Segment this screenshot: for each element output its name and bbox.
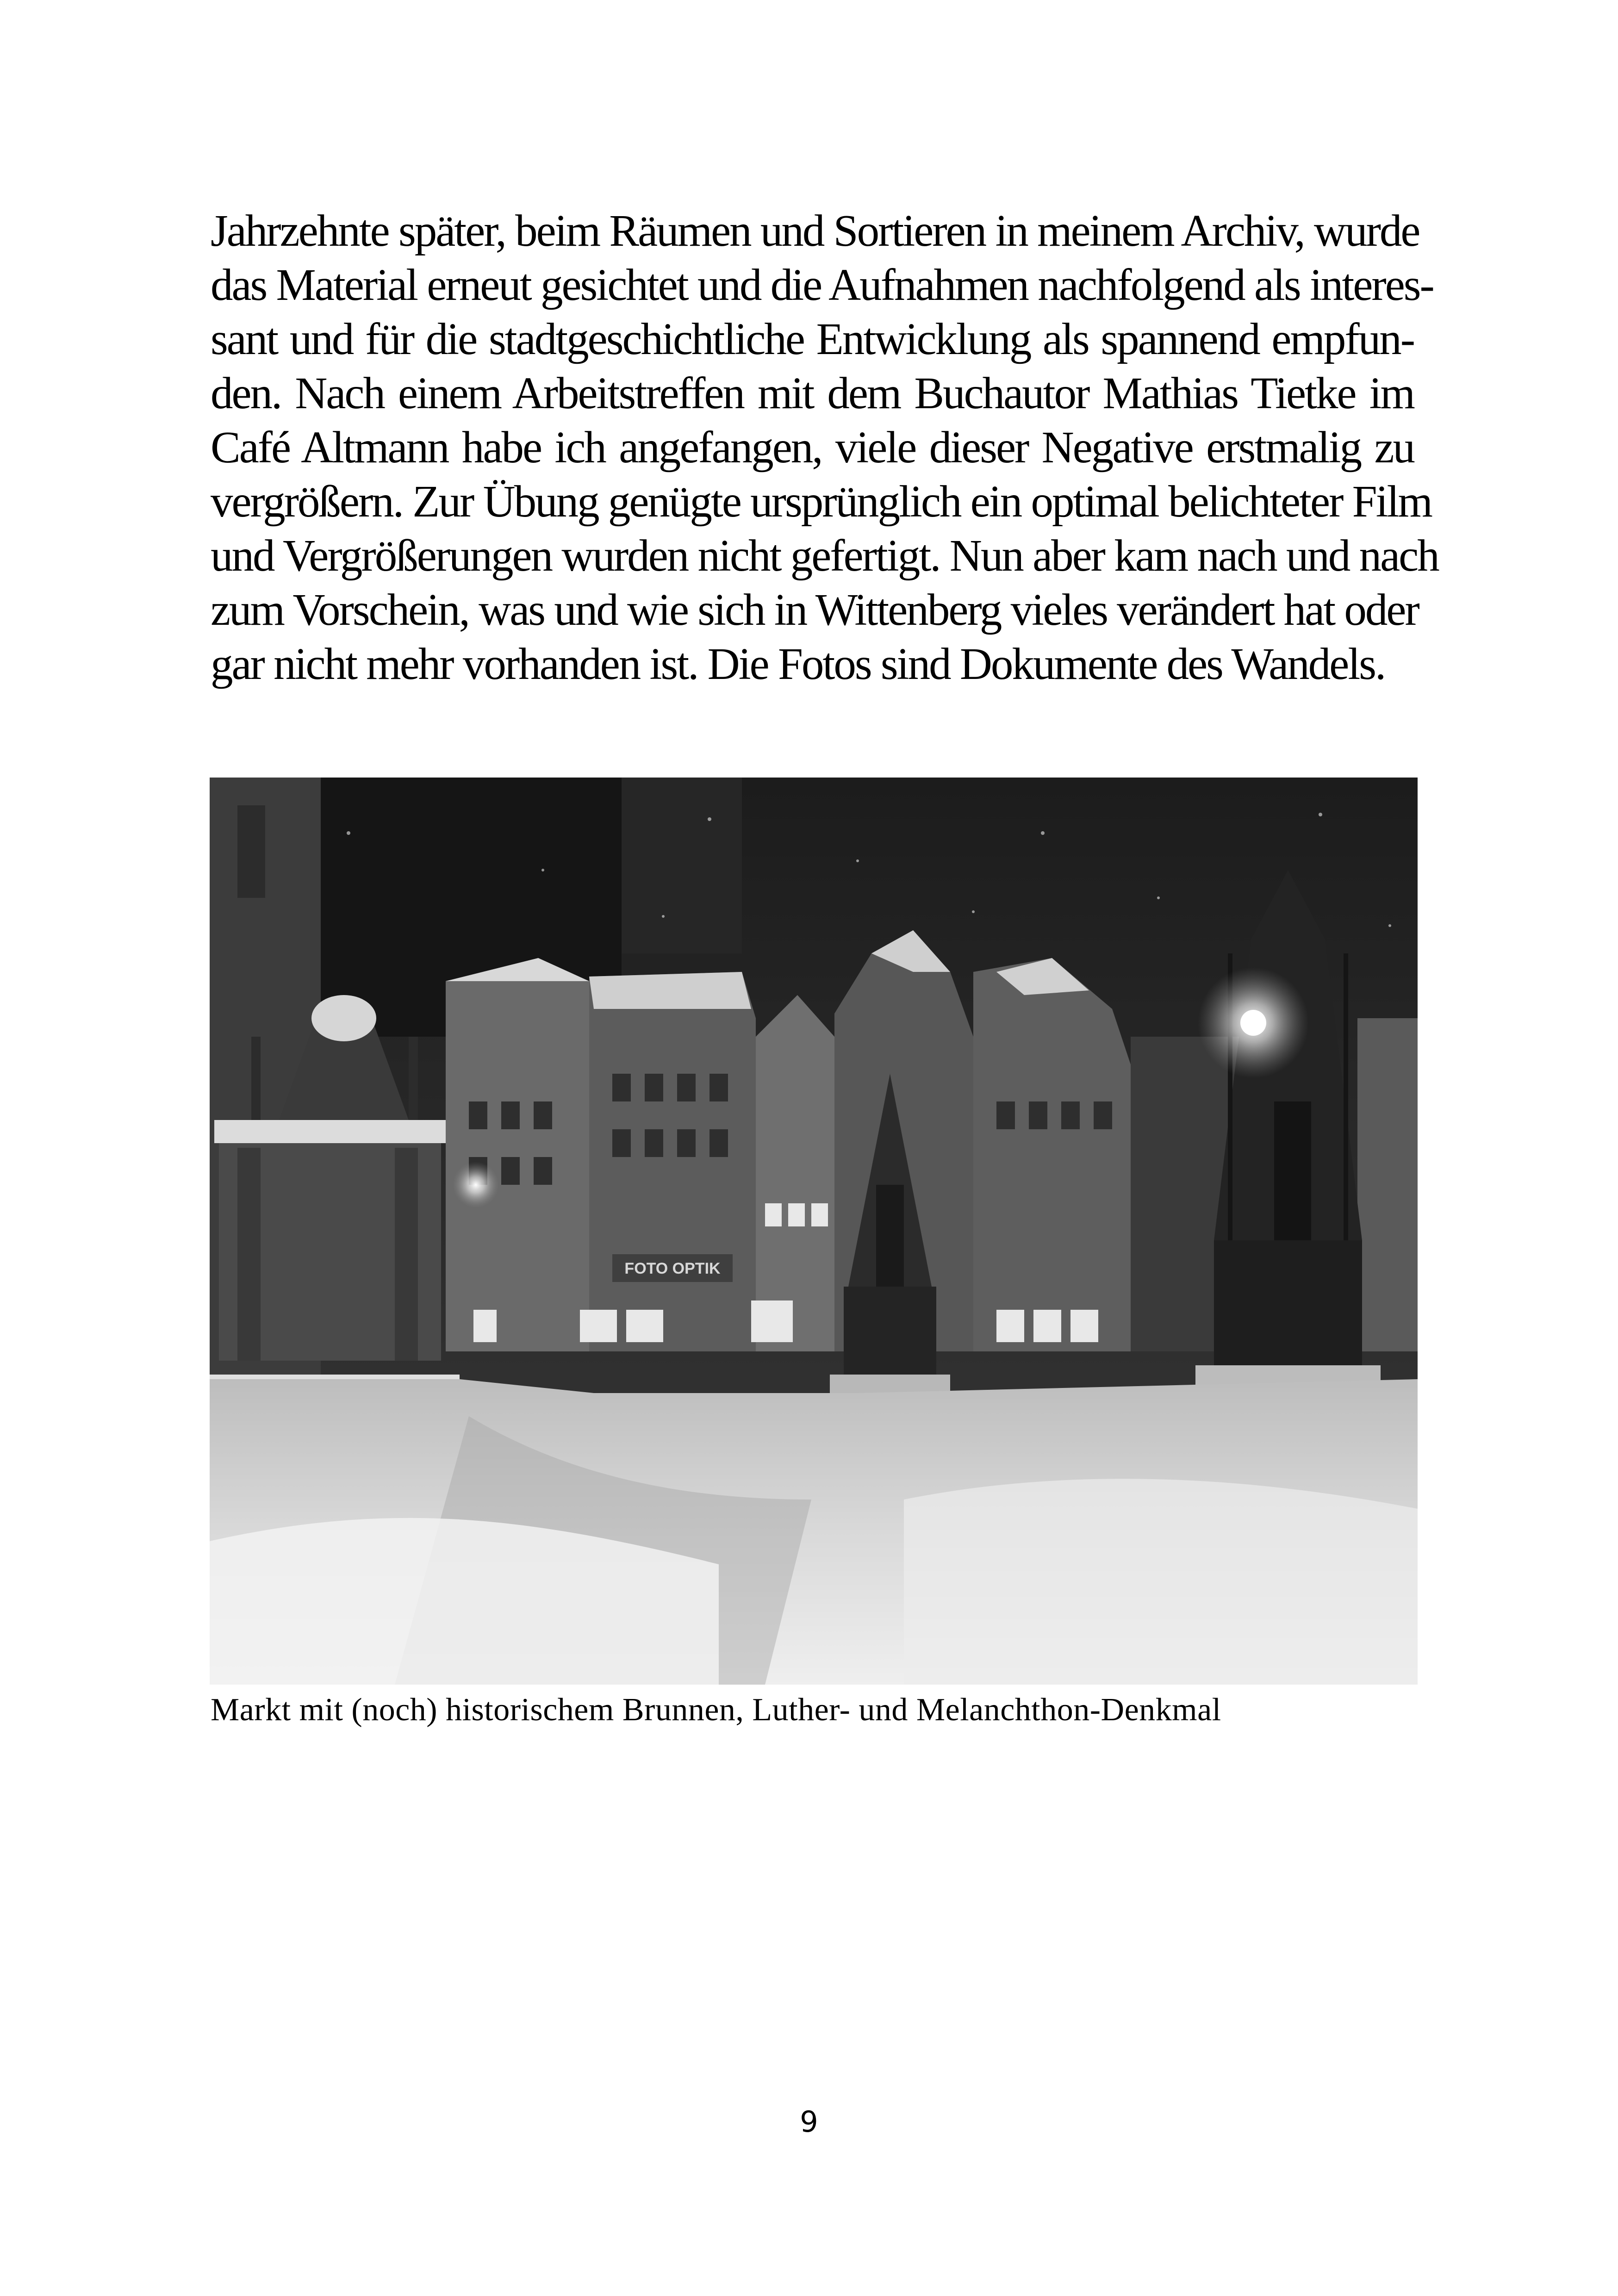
paragraph-line: Jahrzehnte später, beim Räumen und Sortieren in meinem Archiv, wurde [211, 206, 1419, 255]
paragraph-line: Café Altmann habe ich angefangen, viele dieser Negative erstmalig zu [211, 423, 1414, 472]
paragraph-line: und Vergrößerungen wurden nicht gefertigt. Nun aber kam nach und nach [211, 531, 1438, 580]
paragraph-line: gar nicht mehr vorhanden ist. Die Fotos sind Dokumente des Wandels. [211, 639, 1385, 689]
paragraph-line: das Material erneut gesichtet und die Aufnahmen nachfolgend als interes- [211, 260, 1433, 310]
paragraph-line: vergrößern. Zur Übung genügte ursprünglich ein optimal belichteter Film [211, 477, 1431, 526]
paragraph-line: zum Vorschein, was und wie sich in Wittenberg vieles verändert hat oder [211, 585, 1419, 635]
paragraph-line: sant und für die stadtgeschichtliche Entwicklung als spannend empfun- [211, 314, 1414, 364]
shop-sign: FOTO OPTIK [624, 1260, 721, 1277]
paragraph-line: den. Nach einem Arbeitstreffen mit dem Buchautor Mathias Tietke im [211, 368, 1414, 418]
figure-caption: Markt mit (noch) historischem Brunnen, Luther- und Melanchthon-Denkmal [211, 1692, 1221, 1728]
body-paragraph [211, 204, 1438, 691]
page-number: 9 [800, 2105, 818, 2139]
market-square-photo [210, 778, 1418, 1685]
